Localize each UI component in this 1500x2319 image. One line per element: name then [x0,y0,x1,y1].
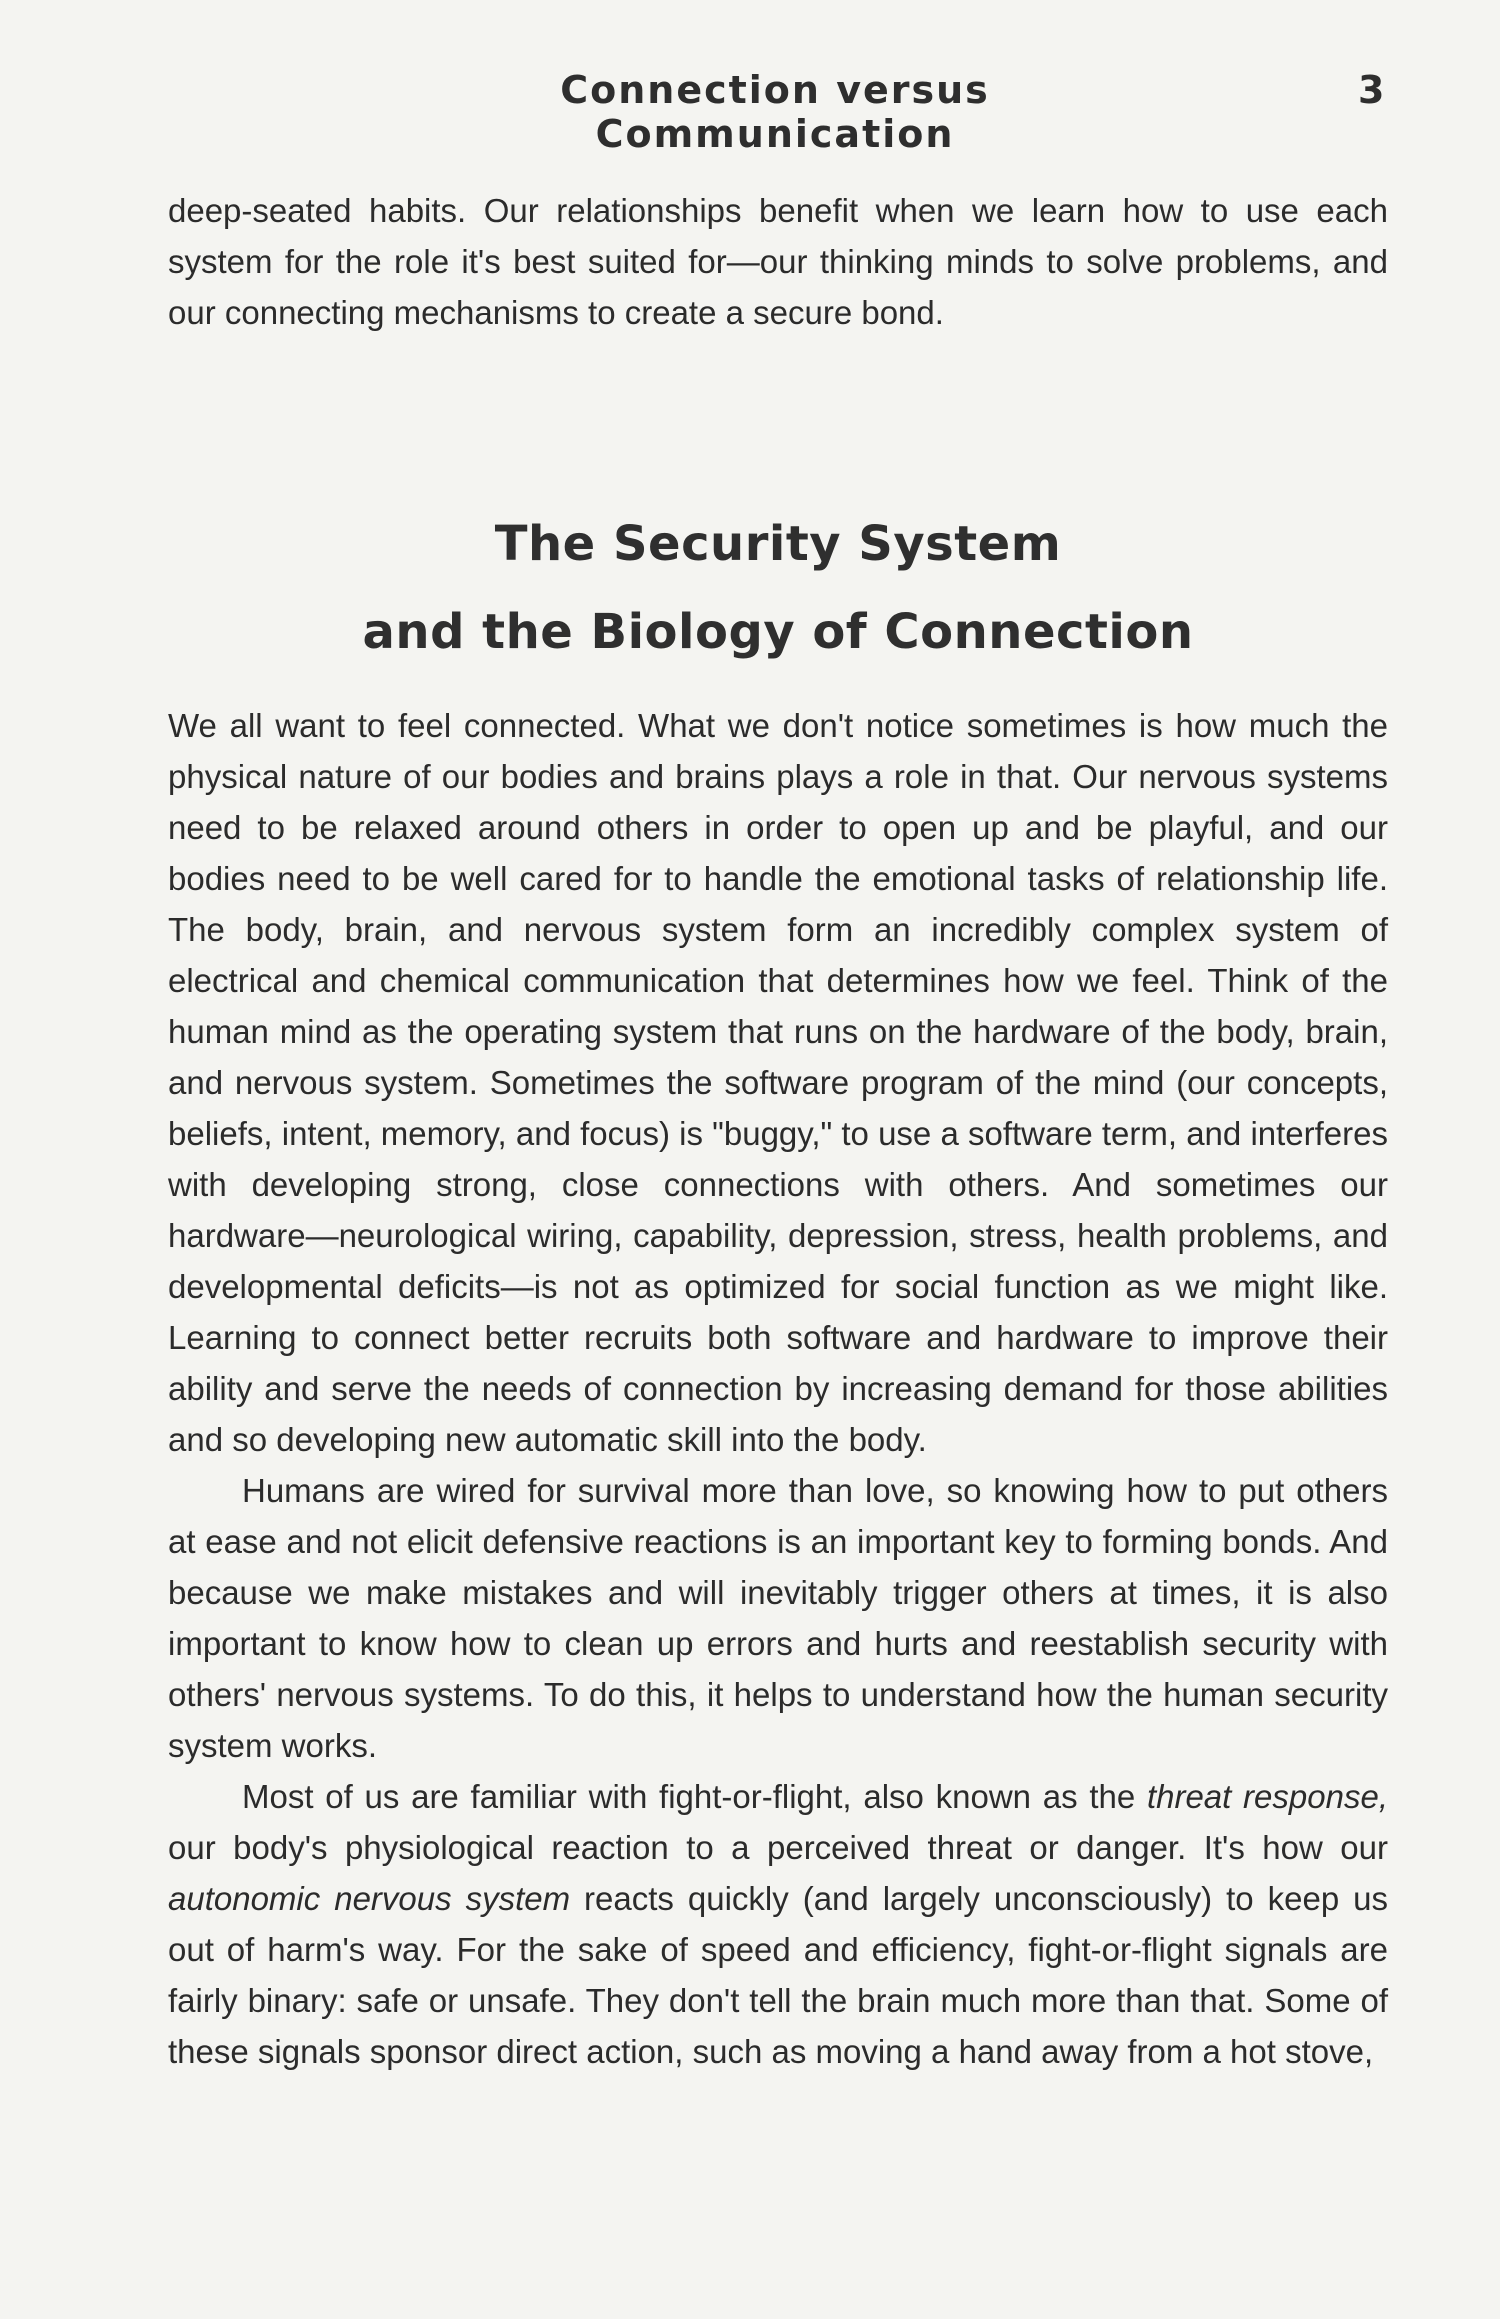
page-number: 3 [1358,68,1385,112]
running-header-title: Connection versus Communication [560,68,990,156]
threat-response-term: threat response, [1146,1778,1388,1815]
opening-text-block [168,185,1388,338]
section-heading-line-2: and the Biology of Connection [362,604,1194,660]
paragraph-3 [168,1771,1388,2077]
section-body [168,700,1388,2077]
autonomic-nervous-system-term: autonomic nervous system [168,1880,571,1917]
paragraph-3-part-2: our body's physiological reaction to a perceived threat or danger. It's how our [168,1829,1388,1866]
section-heading-line-1: The Security System [494,516,1062,572]
paragraph-3-part-3: reacts quickly (and largely unconsciously) to keep us out of harm's way. For the sake of speed and efficiency, fight-or-flight signals are fairly binary: safe or unsafe. They don't tell the brain much more than that. Some of these signals sponsor direct action, such as moving a hand away from a hot stove, [168,1880,1388,2070]
paragraph-3-part-1: Most of us are familiar with fight-or-flight, also known as the [242,1778,1147,1815]
section-heading [168,500,1388,676]
paragraph-1: We all want to feel connected. What we don't notice sometimes is how much the physical nature of our bodies and brains plays a role in that. Our nervous systems need to be relaxed around others in order to open up and be playful, and our bodies need to be well cared for to handle the emotional tasks of relationship life. The body, brain, and nervous system form an incredibly complex system of electrical and chemical communication that determines how we feel. Think of the human mind as the operating system that runs on the hardware of the body, brain, and nervous system. Sometimes the software program of the mind (our concepts, beliefs, intent, memory, and focus) is "buggy," to use a software term, and interferes with developing strong, close connections with others. And sometimes our hardware—neurological wiring, capability, depression, stress, health problems, and developmental deficits—is not as optimized for social function as we might like. Learning to connect better recruits both software and hardware to improve their ability and serve the needs of connection by increasing demand for those abilities and so developing new automatic skill into the body. [168,707,1388,1458]
opening-paragraph: deep-seated habits. Our relationships benefit when we learn how to use each system for the role it's best suited for—our thinking minds to solve problems, and our connecting mechanisms to create a secure bond. [168,192,1388,331]
paragraph-2: Humans are wired for survival more than love, so knowing how to put others at ease and not elicit defensive reactions is an important key to forming bonds. And because we make mistakes and will inevitably trigger others at times, it is also important to know how to clean up errors and hurts and reestablish security with others' nervous systems. To do this, it helps to understand how the human security system works. [168,1472,1388,1764]
